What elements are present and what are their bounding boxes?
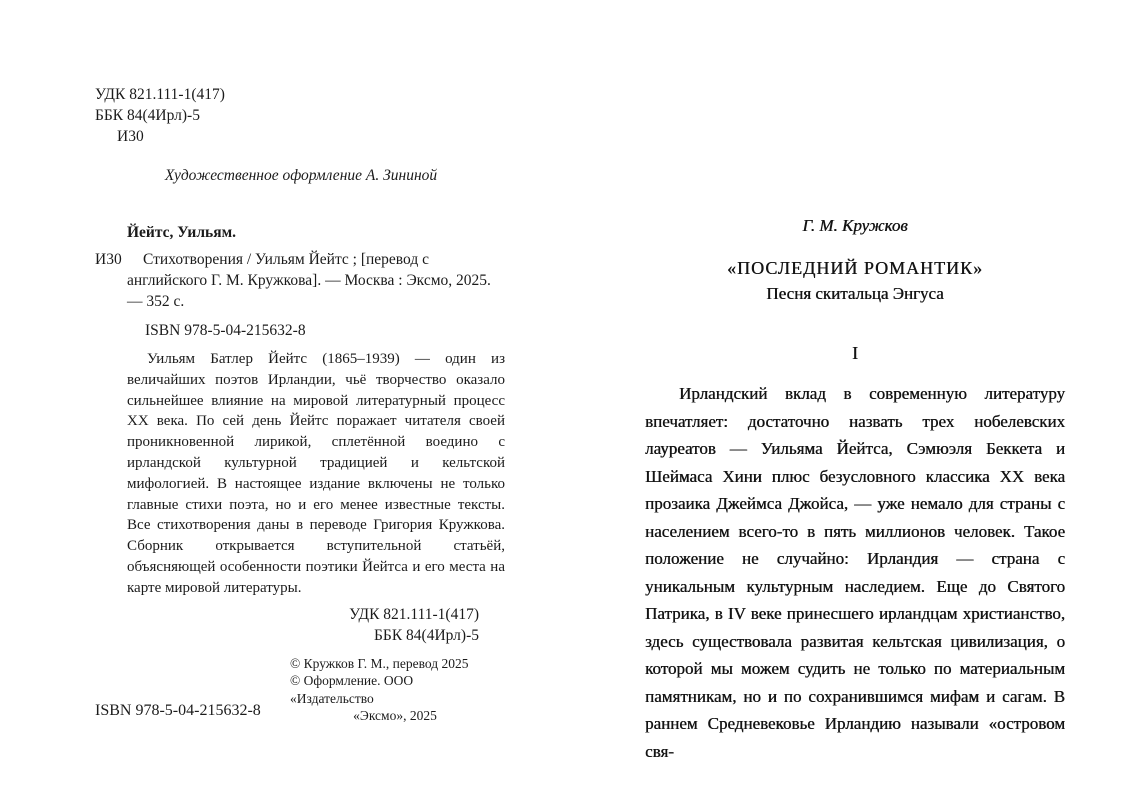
isbn-entry: ISBN 978-5-04-215632-8: [145, 322, 306, 339]
essay-author: Г. М. Кружков: [802, 216, 908, 235]
bibliographic-entry: Стихотворения / Уильям Йейтс ; [перевод с английского Г. М. Кружкова]. — Москва : Эксмо, 2025. — 352 с.: [127, 251, 491, 310]
section-number: I: [852, 343, 858, 363]
bbk-code-bottom: ББК 84(4Ирл)-5: [374, 626, 479, 644]
bbk-code-top: ББК 84(4Ирл)-5: [95, 107, 200, 124]
isbn-bottom: ISBN 978-5-04-215632-8: [95, 702, 261, 719]
essay-page: [645, 216, 1065, 765]
essay-subtitle: Песня скитальца Энгуса: [766, 284, 944, 303]
essay-paragraph: Ирландский вклад в современную литературу впечатляет: достаточно назвать трех нобелевских лауреатов — Уильяма Йейтса, Сэмюэля Беккета и Шеймаса Хини плюс безусловного классика XX века прозаика Джеймса Джойса, — уже немало для страны с населением всего-то в пять миллионов человек. Такое положение не случайно: Ирландия — страна с уникальным культурным наследием. Еще до Святого Патрика, в IV веке принесшего ирландцам христианство, здесь существовала развитая кельтская цивилизация, о которой мы можем судить не только по материальным памятникам, но и по сохранившимся мифам и сагам. В раннем Средневековье Ирландию называли «островом свя-: [645, 384, 1065, 761]
author-sign-top: И30: [117, 128, 144, 145]
bibliographic-block: [95, 249, 507, 312]
copyright-line-design: © Оформление. ООО «Издательство: [290, 673, 414, 706]
udc-code-bottom: УДК 821.111-1(417): [349, 605, 479, 623]
imprint-codes-top: [95, 84, 507, 147]
annotation: Уильям Батлер Йейтс (1865–1939) — один из величайших поэтов Ирландии, чьё творчество оказало сильнейшее влияние на мировой литературный процесс XX века. По сей день Йейтс поражает читателя своей проникновенной лирикой, сплетённой воедино с ирландской культурной традицией и кельтской мифологией. В настоящее издание включены не только главные стихи поэта, но и его менее известные тексты. Все стихотворения даны в переводе Григория Кружкова. Сборник открывается вступительной статьёй, объясняющей особенности поэтики Йейтса и его места на карте мировой литературы.: [127, 351, 505, 596]
udc-code-top: УДК 821.111-1(417): [95, 86, 225, 103]
author-sign-entry: И30: [95, 251, 122, 268]
imprint-codes-bottom: [127, 604, 479, 646]
copyright-block: [290, 655, 500, 725]
copyright-line-publisher: «Эксмо», 2025: [353, 708, 437, 724]
author-heading: Йейтс, Уильям.: [127, 224, 237, 241]
copyright-page: [95, 84, 507, 744]
design-credit: Художественное оформление А. Зининой: [164, 167, 438, 184]
copyright-line-translation: © Кружков Г. М., перевод 2025: [290, 655, 469, 671]
essay-title: «ПОСЛЕДНИЙ РОМАНТИК»: [727, 258, 983, 278]
